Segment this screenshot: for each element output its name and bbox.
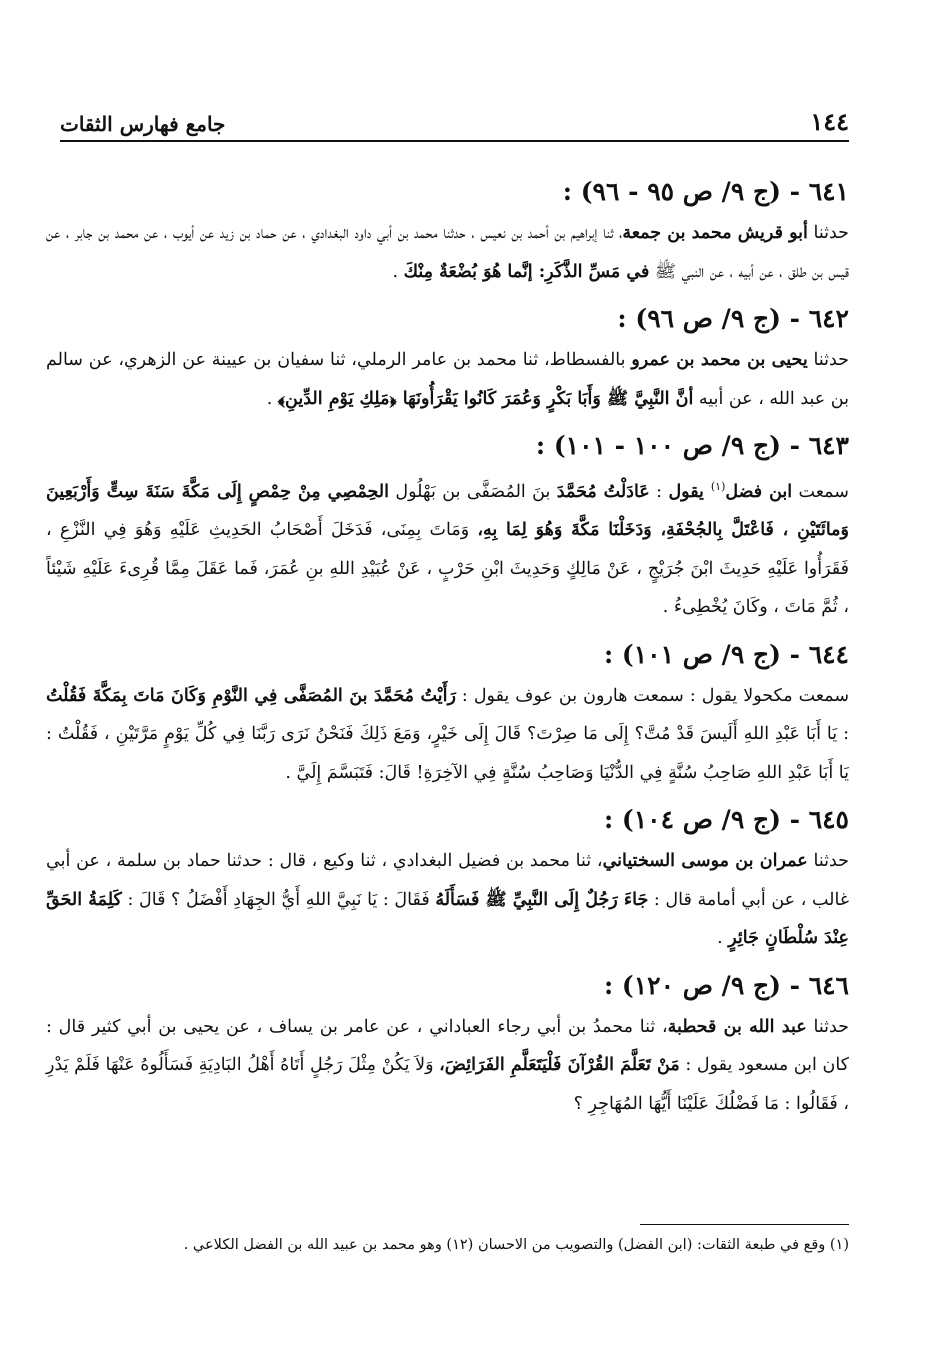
text-span: ، ثنا محمد بن فضيل البغدادي ، ثنا وكيع ، قال : حدثنا حماد بن سلمة ، عن أبي غالب ، عن أبي أمامة قال : xyxy=(46,851,850,910)
bold-text-span: في مَسِّ الذَّكَرِ: إنَّما هُوَ بُضْعَةٌ مِنْكَ xyxy=(403,261,650,282)
text-span: . xyxy=(717,928,729,949)
text-span: (١) xyxy=(710,480,726,493)
text-span: سمعت مكحولا يقول : سمعت هارون بن عوف يقول : xyxy=(455,685,849,706)
text-span: سمعت xyxy=(792,481,849,502)
text-span: حدثنا xyxy=(806,1016,849,1037)
bold-text-span: عمران بن موسى السختياني xyxy=(602,851,808,872)
entry-heading: ٦٤٣ - (ج ٩/ ص ١٠٠ - ١٠١) : xyxy=(535,431,849,460)
text-span: . xyxy=(392,261,404,282)
text-span: . xyxy=(266,388,278,409)
bold-text-span: رَأَيْتُ مُحَمَّدَ بنَ المُصَفَّى فِي النَّوْمِ وَكَانَ مَاتَ بِمَكَّةَ فَقُلْتُ xyxy=(46,685,456,706)
entry-heading: ٦٤٦ - (ج ٩/ ص ١٢٠) : xyxy=(603,970,849,1000)
bold-text-span: ابن فضل xyxy=(725,481,793,502)
text-span: ، ثنا محمدُ بن أبي رجاء العباداني ، عن عامر بن يساف ، عن يحيى بن أبي كثير قال : كان ابن مسعود يقول : xyxy=(46,1016,849,1076)
page-content xyxy=(46,172,849,1131)
page-number: ١٤٤ xyxy=(810,107,849,136)
bold-text-span: أنَّ النَّبِيَّ ﷺ وَأَبَا بَكْرٍ وَعُمَرَ كَانُوا يَقْرَأُونَهَا ﴿مَلِكِ يَوْمِ الدِّينِ﴾ xyxy=(277,388,694,409)
bold-text-span: جَاءَ رَجُلٌ إِلَى النَّبِيِّ ﷺ فَسَأَلَهُ xyxy=(435,889,649,910)
text-span: بالفسطاط، ثنا محمد بن عامر الرملي، ثنا سفيان بن عيينة عن الزهري، عن سالم بن عبد الله ، عن أبيه xyxy=(46,350,849,409)
entry-text xyxy=(46,1008,849,1124)
bold-text-span: الحِمْصِي مِنْ حِمْصٍ إِلَى مَكَّةَ سَنَةَ سِتٍّ وَأَرْبَعِينَ وَمائَتَيْنِ ، فَاعْتَلَّ بِالجُحْفَةِ، وَدَخَلْنَا مَكَّةَ وَهُوَ لِمَا بِهِ، xyxy=(46,481,849,541)
entry-text xyxy=(46,341,849,418)
bold-text-span: أبو قريش محمد بن جمعة xyxy=(622,223,808,243)
entry-text xyxy=(46,842,849,958)
bold-text-span: يحيى بن محمد بن عمرو xyxy=(631,350,808,370)
bold-text-span: يقول xyxy=(668,481,711,502)
entry-text xyxy=(46,214,849,291)
bold-text-span: عَادَلْتُ مُحَمَّدَ xyxy=(556,481,650,502)
text-span: : يَا أَبَا عَبْدِ اللهِ أَلَيسَ قَدْ مُتَّ؟ إِلَى مَا صِرْتَ؟ قَالَ إِلَى خَيْرٍ، وَمَعَ ذَلِكَ فَنَحْنُ نَرَى رَبَّنَا فِي كُلِّ يَوْمٍ مَرَّتَيْنِ ، فَقُلْتُ : يَا أَبَا عَبْدِ اللهِ صَاحِبُ سُنَّةٍ فِي الدُّنْيَا وَصَاحِبُ سُنَّةٍ فِي الآخِرَةِ! قَالَ: فَتَبَسَّمَ إِلَيَّ . xyxy=(46,724,849,783)
running-title: جامع فهارس الثقات xyxy=(60,112,226,136)
text-span: وَمَاتَ بِمِنَى، فَدَخَلَ أَصْحَابُ الحَدِيثِ عَلَيْهِ وَهُوَ فِي النَّزْعِ ، فَقَرَأُوا عَلَيْهِ حَدِيثَ ابْنَ جُرَيْجٍ ، عَنْ مَالِكٍ وَحَدِيثَ ابْنِ حَرْبٍ ، عَنْ عُبَيْدِ اللهِ بنِ عُمَرَ، فَما عَقَلَ مِمَّا قُرِىءَ عَلَيْهِ شَيْئاً ، ثُمَّ مَاتَ ، وكَانَ يُخْطِىءُ . xyxy=(46,520,849,618)
text-span: حدثنا xyxy=(807,223,849,243)
text-span: بنَ المُصَفَّى بن بَهْلُول xyxy=(388,481,557,502)
text-span: : xyxy=(649,481,669,502)
text-span: حدثنا xyxy=(807,851,849,872)
entry-heading: ٦٤٤ - (ج ٩/ ص ١٠١) : xyxy=(603,639,849,669)
entry-text xyxy=(46,677,849,793)
footnote-divider xyxy=(640,1224,849,1225)
text-span: حدثنا xyxy=(807,350,849,370)
entry-text xyxy=(46,468,849,627)
bold-text-span: مَنْ تَعَلَّمَ القُرْآنَ فَلْيَتَعَلَّمِ الفَرَائِضَ، xyxy=(439,1055,680,1076)
text-span: فَقَالَ : يَا نَبِيَّ اللهِ أَيُّ الجِهَادِ أَفْضَلُ ؟ قَالَ : xyxy=(121,889,436,910)
entry-heading: ٦٤٢ - (ج ٩/ ص ٩٦) : xyxy=(617,304,849,333)
page-header xyxy=(60,100,849,142)
footnote: (١) وقع في طبعة الثقات: (ابن الفضل) والتصويب من الاحسان (١٢) وهو محمد بن عبيد الله بن الفضل الكلاعي . xyxy=(183,1237,849,1253)
entry-heading: ٦٤١ - (ج ٩/ ص ٩٥ - ٩٦) : xyxy=(562,177,849,206)
text-span: ، ثنا إبراهيم بن أحمد بن نعيس ، حدثنا محمد بن أبي داود البغدادي ، عن حماد بن زيد عن أيوب ، عن محمد بن جابر ، عن قيس بن طلق ، عن أبيه ، عن النبي ﷺ xyxy=(46,223,849,282)
bold-text-span: كَلِمَةُ الحَقِّ عِنْدَ سُلْطَانٍ جَائِرٍ xyxy=(46,889,849,949)
text-span: وَلاَ يَكُنْ مِثْلَ رَجُلٍ أَتَاهُ أَهْلُ البَادِيَةِ فَسَأَلُوهُ عَنْهَا فَلَمْ يَدْرِ ، فَقَالُوا : مَا فَضْلُكَ عَلَيْنَا أَيُّهَا المُهَاجِرِ ؟ xyxy=(46,1055,849,1114)
bold-text-span: عبد الله بن قحطبة xyxy=(667,1016,807,1037)
entry-heading: ٦٤٥ - (ج ٩/ ص ١٠٤) : xyxy=(603,805,849,835)
